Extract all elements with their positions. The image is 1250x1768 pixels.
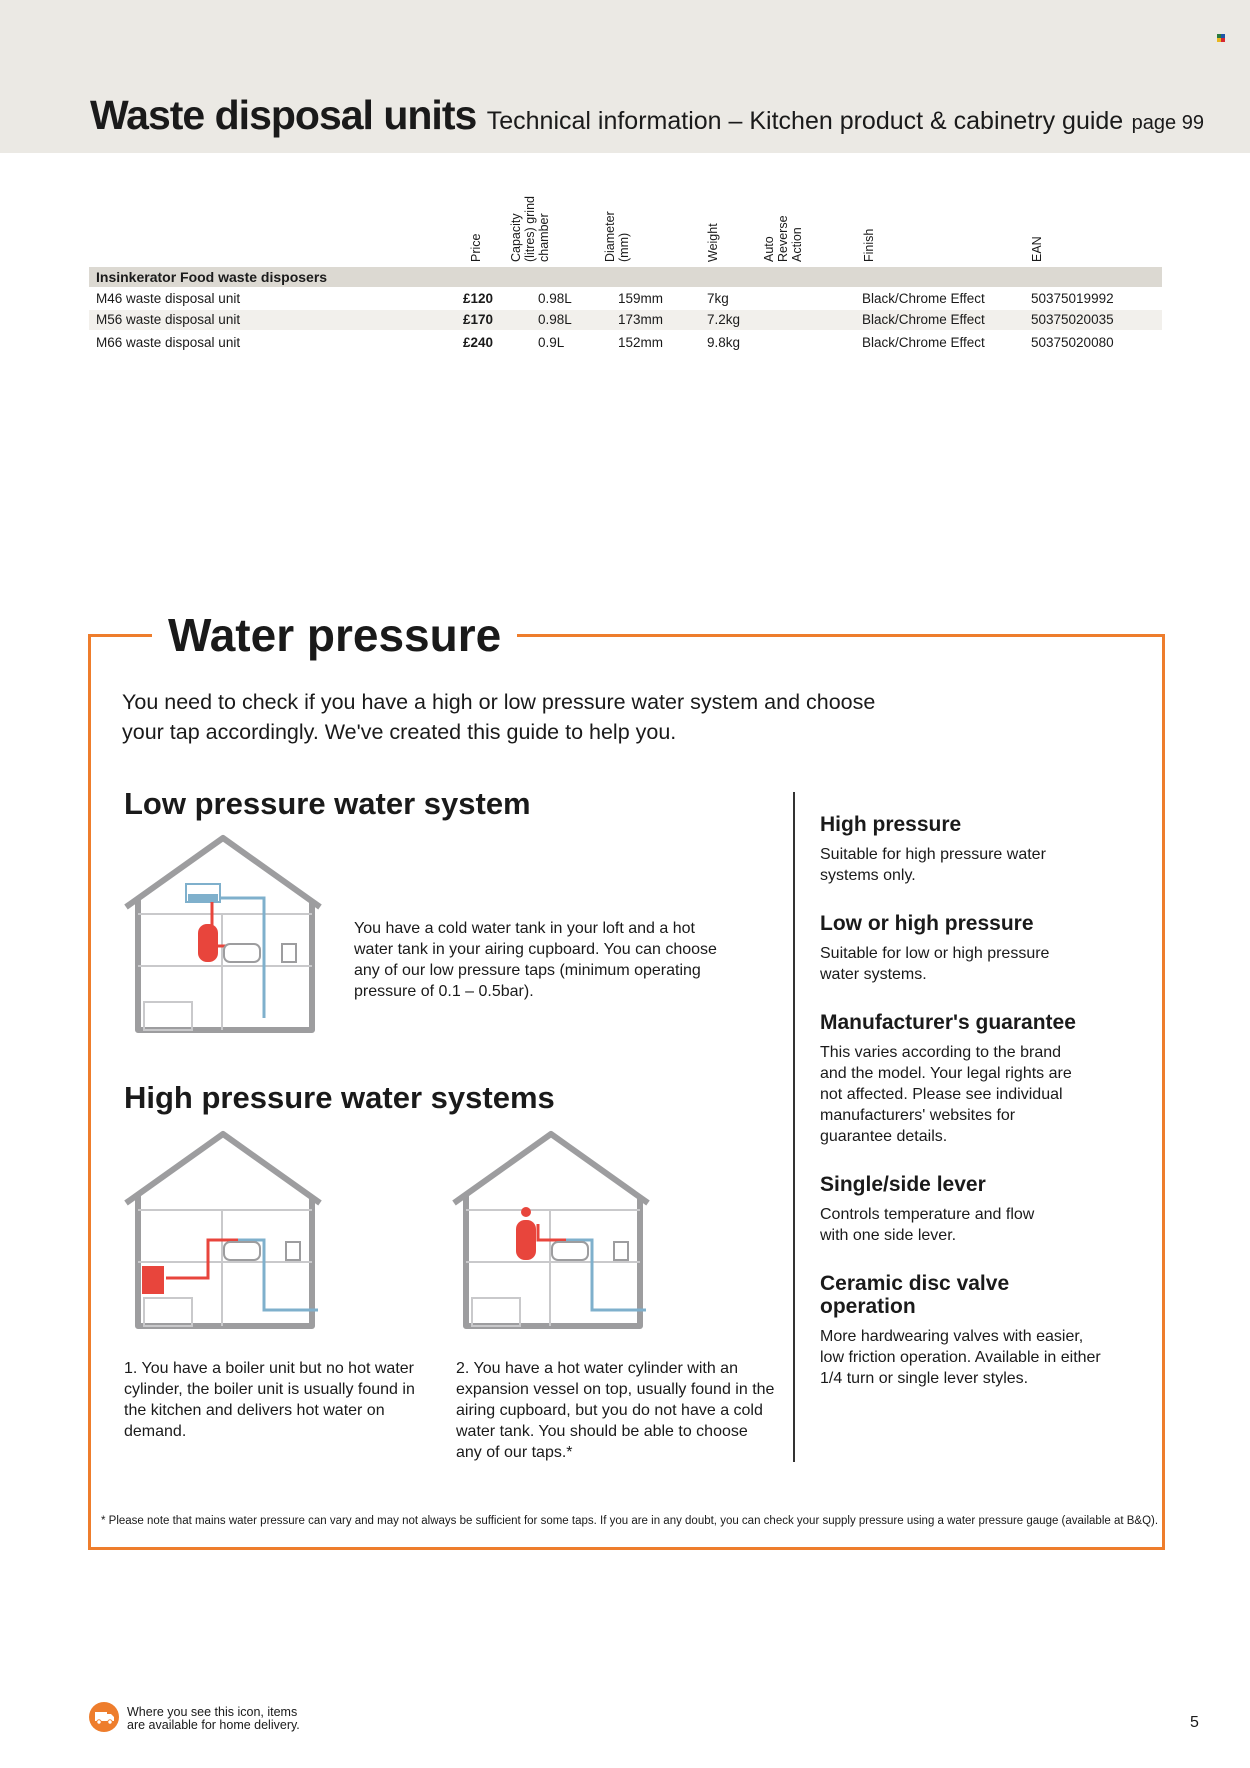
page-number: 5 [1190,1714,1199,1731]
column-header-weight: Weight [706,223,720,262]
low-pressure-heading: Low pressure water system [124,786,531,821]
high-pressure-heading: High pressure water systems [124,1080,555,1115]
column-header-price: Price [469,233,483,262]
column-header-capacity: Capacity (litres) grind chamber [509,196,551,262]
side-heading-guarantee: Manufacturer's guarantee [820,1011,1076,1034]
side-text-low-or-high: Suitable for low or high pressure water systems. [820,945,1050,983]
title-subtitle: Technical information – Kitchen product & cabinetry guide [486,107,1124,135]
side-heading-ceramic: Ceramic disc valve operation [820,1272,1010,1318]
delivery-note: Where you see this icon, items are available for home delivery. [127,1705,300,1732]
column-header-diameter: Diameter (mm) [603,211,631,262]
side-heading-lever: Single/side lever [820,1173,986,1196]
water-pressure-intro: You need to check if you have a high or low pressure water system and choose your tap accordingly. We've created this guide to help you. [122,690,876,744]
table-group-header: Insinkerator Food waste disposers [89,267,1162,287]
column-header-finish: Finish [862,228,876,262]
low-pressure-text: You have a cold water tank in your loft and a hot water tank in your airing cupboard. You can choose any of our low pressure taps (minimum operating pressure of 0.1 – 0.5bar). [354,920,717,1000]
water-pressure-title: Water pressure [168,609,502,661]
high-pressure-text-1: 1. You have a boiler unit but no hot water cylinder, the boiler unit is usually found in the kitchen and delivers hot water on demand. [124,1360,415,1440]
low-pressure-house-icon [122,832,327,1036]
cylinder-house-icon [450,1128,655,1332]
table-row: M46 waste disposal unit £120 0.98L 159mm 7kg Black/Chrome Effect 50375019992 [96,291,1114,306]
column-header-auto-reverse: Auto Reverse Action [762,215,804,262]
page-header [0,0,1250,153]
pressure-footnote: * Please note that mains water pressure can vary and may not always be sufficient for some taps. If you are in any doubt, you can check your supply pressure using a water pressure gauge (available at B&Q). [101,1515,1159,1527]
side-text-guarantee: This varies according to the brand and the model. Your legal rights are not affected. Please see individual manufacturers' websites for guarantee details. [820,1044,1072,1145]
column-divider [793,792,795,1462]
page-title [90,92,1204,139]
side-heading-low-or-high: Low or high pressure [820,912,1034,935]
delivery-van-icon [89,1702,119,1732]
table-row: M66 waste disposal unit £240 0.9L 152mm 9.8kg Black/Chrome Effect 50375020080 [96,335,1114,350]
side-text-ceramic: More hardwearing valves with easier, low friction operation. Available in either 1/4 turn or single lever styles. [820,1328,1101,1387]
high-pressure-text-2: 2. You have a hot water cylinder with an expansion vessel on top, usually found in the airing cupboard, but you do not have a cold water tank. You should be able to choose any of our taps.* [456,1360,775,1461]
table-row: M56 waste disposal unit £170 0.98L 173mm 7.2kg Black/Chrome Effect 50375020035 [89,310,1162,330]
side-text-lever: Controls temperature and flow with one side lever. [820,1206,1035,1244]
boiler-house-icon [122,1128,327,1332]
brand-logo-icon [1217,34,1227,44]
title-main: Waste disposal units [90,92,477,138]
side-text-high-pressure: Suitable for high pressure water systems only. [820,846,1046,884]
column-header-ean: EAN [1030,236,1044,262]
side-heading-high-pressure: High pressure [820,813,962,836]
title-page-ref: page 99 [1131,112,1204,134]
